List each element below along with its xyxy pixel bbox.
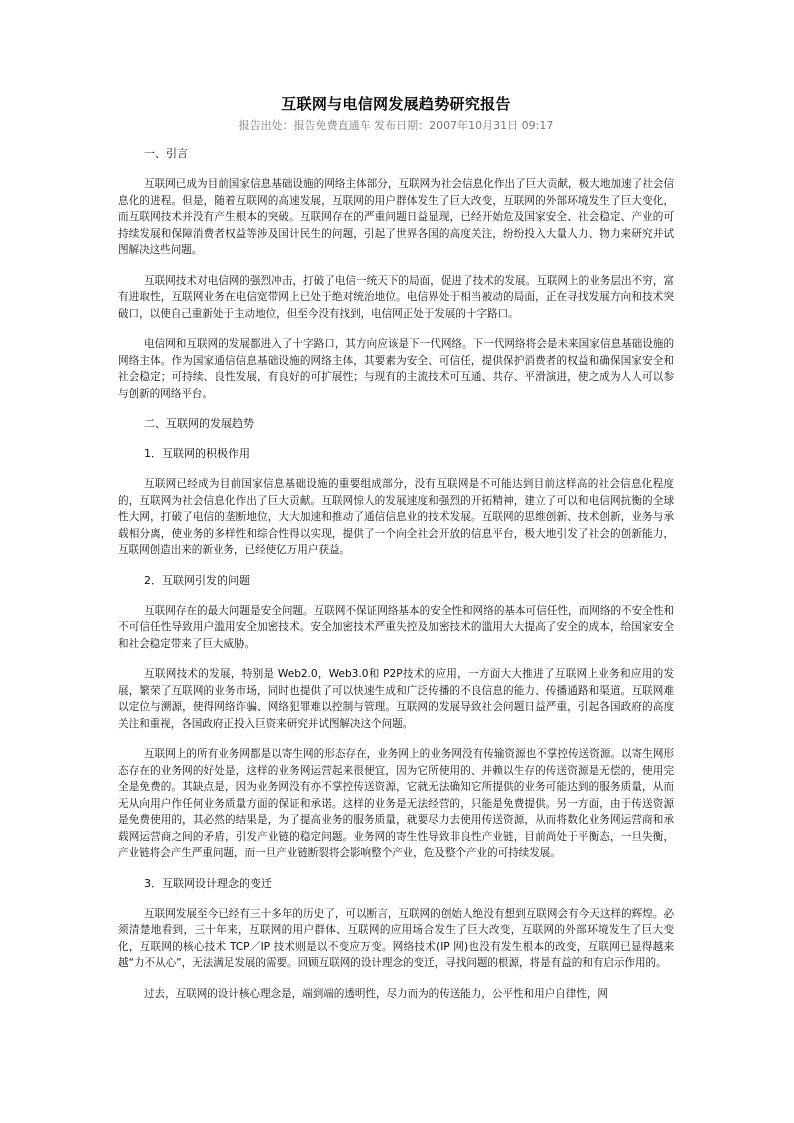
paragraph: 电信网和互联网的发展都进入了十字路口，其方向应该是下一代网络。下一代网络将会是未来国家信息基础设施的网络主体。作为国家通信信息基础设施的网络主体，其要素为安全、可信任，提供保护消费者的权益和确保国家安全和社会稳定；可持续、良性发展，有良好的可扩展性；与现有的主流技术可互通、共存、平滑演进，使之成为人人可以参与创新的网络平台。 (118, 338, 674, 400)
subsection-heading: 2．互联网引发的问题 (144, 573, 250, 587)
paragraph: 互联网存在的最大问题是安全问题。互联网不保证网络基本的安全性和网络的基本可信任性，而网络的不安全性和不可信任性导致用户滥用安全加密技术。安全加密技术严重失控及加密技术的滥用大大提高了安全的成本，给国家安全和社会稳定带来了巨大威胁。 (118, 604, 674, 650)
subsection-heading: 1．互联网的积极作用 (144, 447, 250, 460)
paragraph: 互联网技术的发展，特别是 Web2.0，Web3.0和 P2P技术的应用，一方面大大推进了互联网上业务和应用的发展，繁荣了互联网的业务市场，同时也提供了可以快速生成和广泛传播的不良信息的能力、传播通路和渠道。互联网难以定位与溯源，使得网络诈骗、网络犯罪难以控制与管理。互联网的发展导致社会问题日益严重，引起各国政府的高度关注和重视，各国政府正投入巨资来研究并试图解决这个问题。 (118, 668, 674, 730)
paragraph: 过去，互联网的设计核心理念是，端到端的透明性，尽力而为的传送能力，公平性和用户自律性，网 (144, 987, 608, 1000)
paragraph: 互联网技术对电信网的强烈冲击，打破了电信一统天下的局面，促进了技术的发展。互联网上的业务层出不穷，富有进取性，互联网业务在电信宽带网上已处于绝对统治地位。电信界处于相当被动的局面，正在寻找发展方向和技术突破口，以使自己重新处于主动地位，但至今没有找到，电信网正处于发展的十字路口。 (118, 274, 674, 320)
paragraph: 互联网上的所有业务网都是以寄生网的形态存在，业务网上的业务网没有传输资源也不掌控传送资源。以寄生网形态存在的业务网的好处是，这样的业务网运营起来很便宜，因为它所使用的、并赖以生存的传送资源是无偿的，使用完全是免费的。其缺点是，因为业务网没有亦不掌控传送资源，它就无法确知它所提供的业务可能达到的服务质量，从而无从向用户作任何业务质量方面的保证和承诺。这样的业务是无法经营的，只能是免费提供。另一方面，由于传送资源是免费使用的，其必然的结果是，为了提高业务的服务质量，就要尽力去使用传送资源，从而将数化业务网运营商和承载网运营商之间的矛盾，引发产业链的稳定问题。业务网的寄生性导致非良性产业链，目前尚处于平衡态，一旦失衡，产业链将会产生严重问题，而一旦产业链断裂将会影响整个产业，危及整个产业的可持续发展。 (118, 748, 674, 859)
subsection-heading: 3．互联网设计理念的变迁 (144, 876, 272, 890)
article-title: 互联网与电信网发展趋势研究报告 (281, 95, 511, 113)
article (118, 94, 674, 1016)
section-heading: 二、互联网的发展趋势 (144, 417, 254, 430)
paragraph: 互联网已成为目前国家信息基础设施的网络主体部分，互联网为社会信息化作出了巨大贡献，极大地加速了社会信息化的进程。但是，随着互联网的高速发展，互联网的用户群体发生了巨大改变，互联网的外部环境发生了巨大变化，而互联网技术并没有产生根本的突破。互联网存在的严重问题日益显现，已经开始危及国家安全、社会稳定、产业的可持续发展和保障消费者权益等涉及国计民生的问题，引起了世界各国的高度关注，纷纷投入大量人力、物力来研究并试图解决这些问题。 (118, 178, 674, 256)
paragraph: 互联网已经成为目前国家信息基础设施的重要组成部分，没有互联网是不可能达到目前这样高的社会信息化程度的，互联网为社会信息化作出了巨大贡献。互联网惊人的发展速度和强烈的开拓精神，建立了可以和电信网抗衡的全球性大网，打破了电信的垄断地位，大大加速和推动了通信信息业的技术发展。互联网的思维创新、技术创新，业务与承载相分离，使业务的多样性和综合性得以实现，提供了一个向全社会开放的信息平台，极大地引发了社会的创新能力，互联网创造出来的新业务，已经使亿万用户获益。 (118, 478, 674, 556)
paragraph: 互联网发展至今已经有三十多年的历史了，可以断言，互联网的创始人绝没有想到互联网会有今天这样的辉煌。必须清楚地看到，三十年来，互联网的用户群体、互联网的应用场合发生了巨大改变，互联网的外部环境发生了巨大变化，互联网的核心技术 TCP／IP 技术则是以不变应万变。网络技术(IP 网)也没有发生根本的改变，互联网已显得越来越“力不从心”，无法满足发展的需要。回顾互联网的设计理念的变迁，寻找问题的根源，将是有益的和有启示作用的。 (118, 907, 674, 969)
section-heading: 一、引言 (144, 147, 188, 160)
article-meta: 报告出处：报告免费直通车 发布日期：2007年10月31日 09:17 (238, 119, 554, 132)
